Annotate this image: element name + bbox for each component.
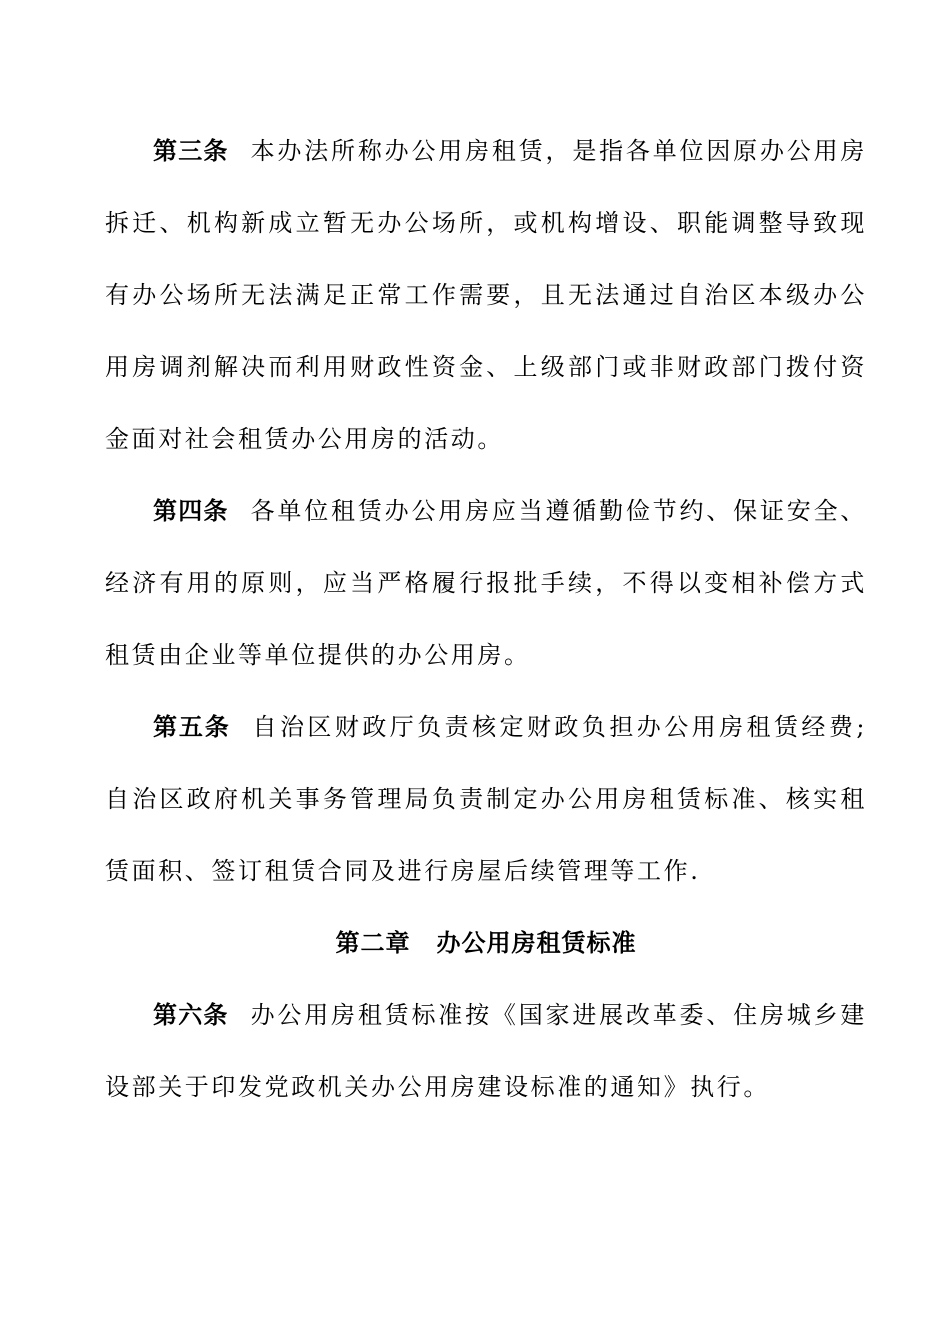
article-6-text: 办公用房租赁标准按《国家进展改革委、住房城乡建设部关于印发党政机关办公用房建设标准的通知》执行。 bbox=[105, 1001, 867, 1101]
article-6-label: 第六条 bbox=[153, 1001, 229, 1029]
article-3 bbox=[105, 115, 867, 475]
chapter-title: 办公用房租赁标准 bbox=[436, 929, 637, 957]
article-4-label: 第四条 bbox=[153, 497, 229, 525]
chapter-number: 第二章 bbox=[335, 929, 411, 957]
chapter-heading bbox=[105, 907, 867, 979]
article-4-text: 各单位租赁办公用房应当遵循勤俭节约、保证安全、经济有用的原则，应当严格履行报批手续，不得以变相补偿方式租赁由企业等单位提供的办公用房。 bbox=[105, 497, 867, 669]
article-4 bbox=[105, 475, 867, 691]
article-3-text: 本办法所称办公用房租赁，是指各单位因原办公用房拆迁、机构新成立暂无办公场所，或机构增设、职能调整导致现有办公场所无法满足正常工作需要，且无法通过自治区本级办公用房调剂解决而利用财政性资金、上级部门或非财政部门拨付资金面对社会租赁办公用房的活动。 bbox=[105, 137, 867, 453]
article-5-text: 自治区财政厅负责核定财政负担办公用房租赁经费;自治区政府机关事务管理局负责制定办公用房租赁标准、核实租赁面积、签订租赁合同及进行房屋后续管理等工作. bbox=[105, 713, 868, 885]
article-3-label: 第三条 bbox=[153, 137, 229, 165]
article-5-label: 第五条 bbox=[153, 713, 231, 741]
document-body bbox=[105, 115, 867, 1123]
article-6 bbox=[105, 979, 867, 1123]
article-5 bbox=[105, 691, 867, 907]
